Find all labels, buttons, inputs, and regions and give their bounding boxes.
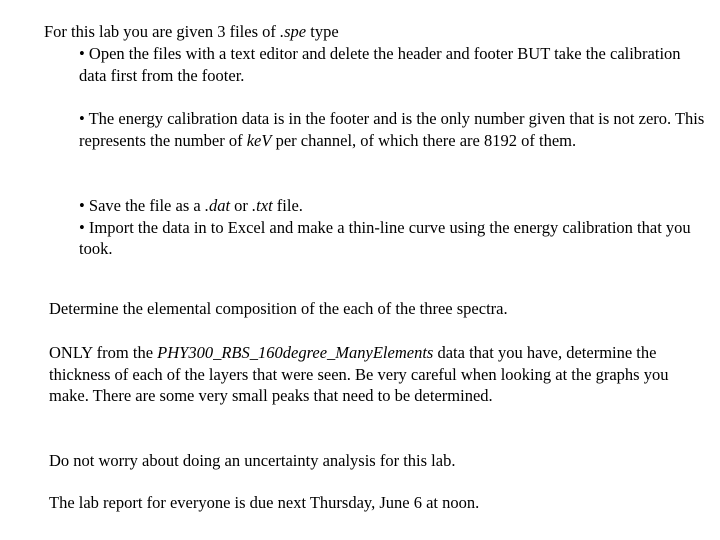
save-text-end: file. <box>272 196 303 215</box>
txt-extension: .txt <box>252 196 273 215</box>
bullet-save-file <box>79 195 709 217</box>
bullet-import-excel: • Import the data in to Excel and make a thin-line curve using the energy calibration that you took. <box>79 217 691 259</box>
spe-extension: .spe <box>280 22 307 41</box>
thickness-text-end: data that you have, determine the thickness of each of the layers that were seen. Be very careful when looking at the graphs you make. There are some very small peaks that need to be determined. <box>49 343 669 406</box>
paragraph-composition: Determine the elemental composition of the each of the three spectra. <box>49 299 508 318</box>
bullet-group-save-import <box>79 195 709 260</box>
bullet-energy-calibration <box>79 108 709 151</box>
save-or: or <box>230 196 253 215</box>
intro-text: For this lab you are given 3 files of <box>44 22 280 41</box>
thickness-text: ONLY from the <box>49 343 158 362</box>
paragraph-thickness <box>49 342 689 407</box>
data-file-name: PHY300_RBS_160degree_ManyElements <box>157 343 434 362</box>
energy-text: • The energy calibration data is in the footer and is the only number given that is not zero. This represents the number of <box>79 109 705 150</box>
energy-text-end: per channel, of which there are 8192 of them. <box>271 130 577 150</box>
kev-unit: keV <box>246 130 272 150</box>
dat-extension: .dat <box>204 196 231 215</box>
paragraph-due-date: The lab report for everyone is due next Thursday, June 6 at noon. <box>49 493 480 512</box>
save-text: • Save the file as a <box>79 196 205 215</box>
intro-text-end: type <box>306 22 339 41</box>
bullet-open-files: • Open the files with a text editor and delete the header and footer BUT take the calibration data first from the footer. <box>79 44 681 85</box>
intro-line <box>44 21 339 43</box>
paragraph-uncertainty: Do not worry about doing an uncertainty analysis for this lab. <box>49 451 456 470</box>
